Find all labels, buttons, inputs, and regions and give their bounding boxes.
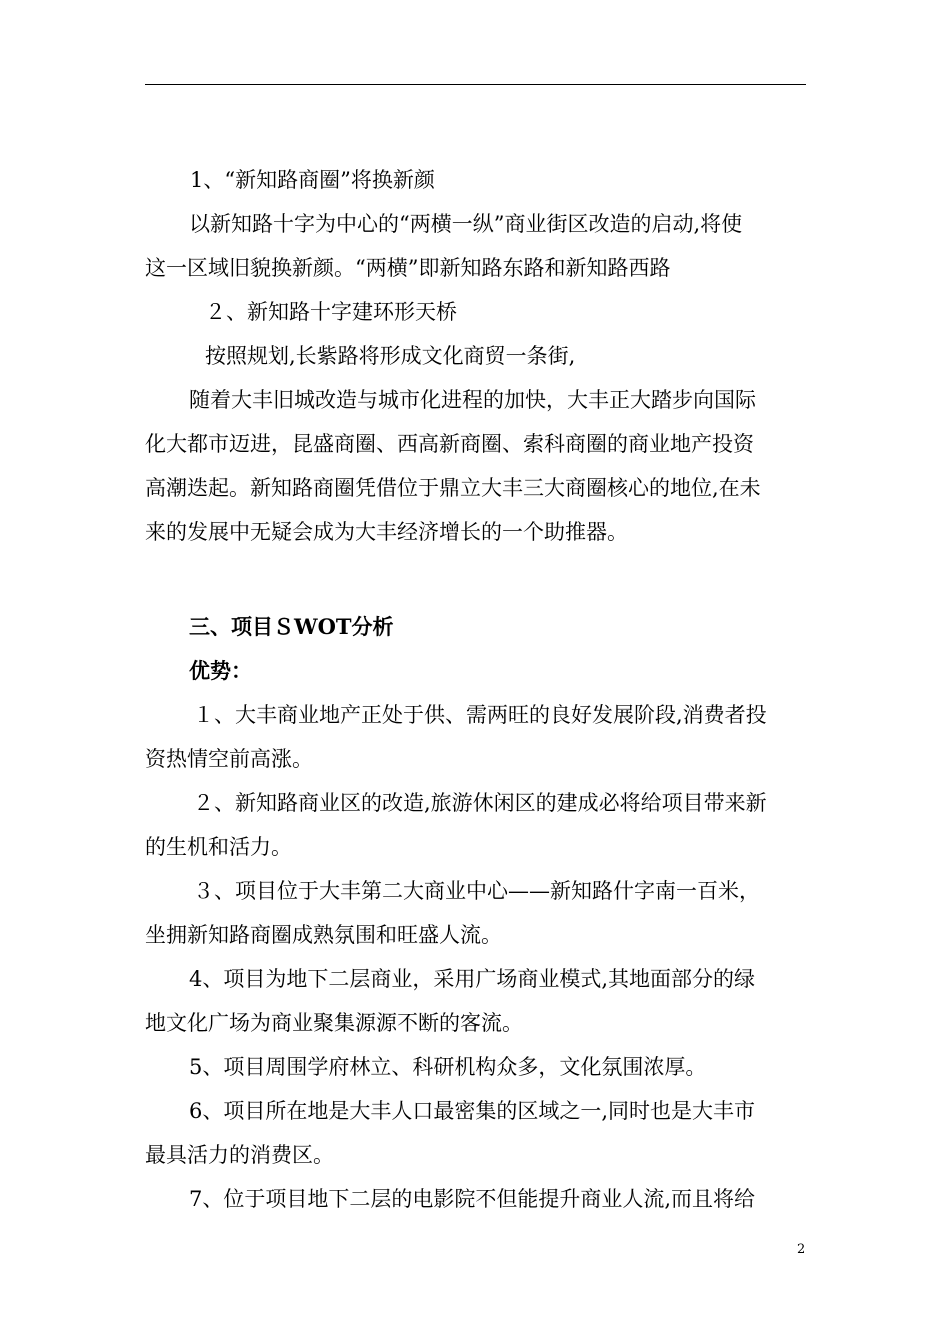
strength-item-line: 资热情空前高涨。 [145, 747, 313, 771]
strength-item-line: 7、位于项目地下二层的电影院不但能提升商业人流,而且将给 [189, 1187, 756, 1211]
header-rule [145, 84, 806, 85]
page-number: 2 [797, 1242, 806, 1257]
strength-item-line: 地文化广场为商业聚集源源不断的客流。 [145, 1011, 523, 1035]
paragraph-line: 化大都市迈进，昆盛商圈、西高新商圈、索科商圈的商业地产投资 [145, 432, 754, 456]
strength-item-line: ３、项目位于大丰第二大商业中心——新知路什字南一百米， [193, 879, 760, 903]
section-heading: 三、项目ＳWOT分析 [189, 614, 394, 639]
strength-item-line: 的生机和活力。 [145, 835, 292, 859]
strength-item-line: 4、项目为地下二层商业，采用广场商业模式,其地面部分的绿 [189, 967, 756, 991]
paragraph-line: 高潮迭起。新知路商圈凭借位于鼎立大丰三大商圈核心的地位,在未 [145, 476, 761, 500]
strength-item-line: 坐拥新知路商圈成熟氛围和旺盛人流。 [145, 923, 502, 947]
strength-item-line: １、大丰商业地产正处于供、需两旺的良好发展阶段,消费者投 [193, 703, 767, 727]
strength-item-line: ２、新知路商业区的改造,旅游休闲区的建成必将给项目带来新 [193, 791, 767, 815]
strength-item-line: 6、项目所在地是大丰人口最密集的区域之一,同时也是大丰市 [189, 1099, 756, 1123]
paragraph-line: 来的发展中无疑会成为大丰经济增长的一个助推器。 [145, 520, 628, 544]
strength-item-line: 最具活力的消费区。 [145, 1143, 334, 1167]
item2-line: 按照规划,长紫路将形成文化商贸一条街, [205, 344, 576, 368]
item2-heading: ２、新知路十字建环形天桥 [205, 300, 457, 324]
item1-heading: 1、“新知路商圈”将换新颜 [190, 168, 435, 192]
item1-line: 以新知路十字为中心的“两横一纵”商业街区改造的启动,将使 [189, 212, 743, 236]
item1-line: 这一区域旧貌换新颜。“两横”即新知路东路和新知路西路 [145, 256, 671, 280]
strengths-label: 优势： [189, 658, 252, 683]
paragraph-line: 随着大丰旧城改造与城市化进程的加快，大丰正大踏步向国际 [189, 388, 756, 412]
strength-item-line: 5、项目周围学府林立、科研机构众多，文化氛围浓厚。 [189, 1055, 707, 1079]
